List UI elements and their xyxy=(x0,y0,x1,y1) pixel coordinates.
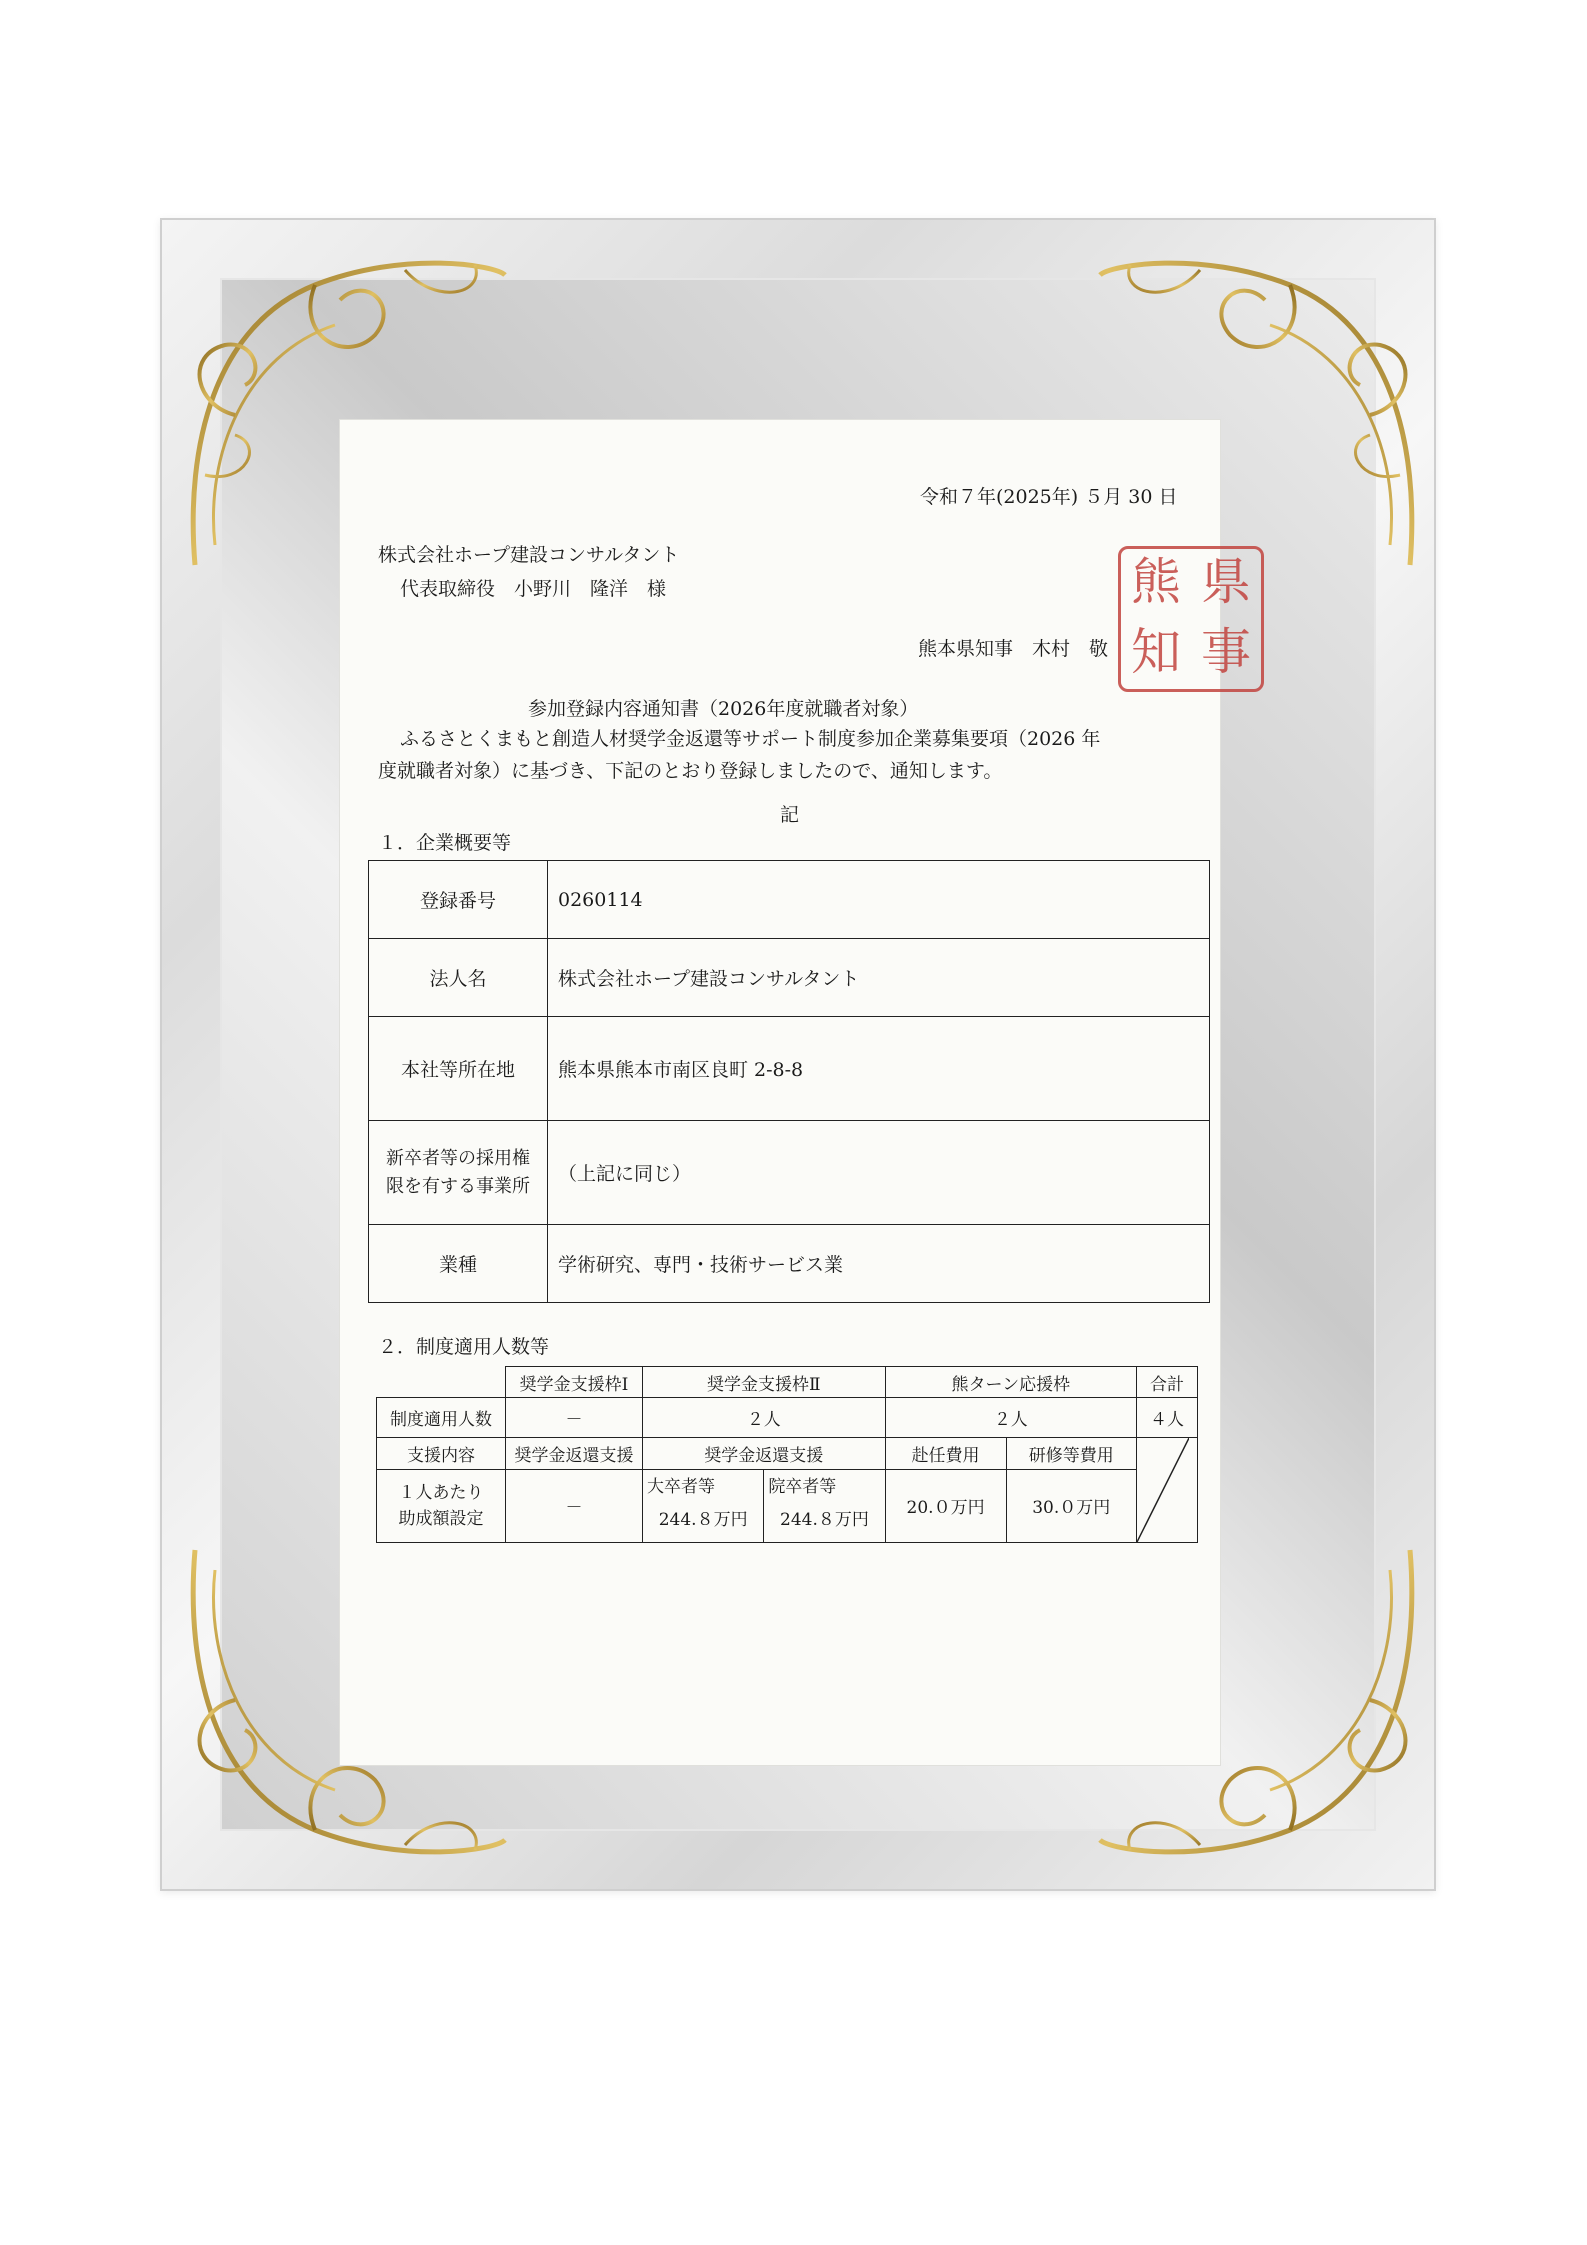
amount-cell xyxy=(764,1469,885,1542)
row-label: 法人名 xyxy=(369,939,548,1017)
empty-cell xyxy=(377,1367,506,1398)
hiring-office: （上記に同じ） xyxy=(548,1121,1210,1225)
amount-cell: 20.０万円 xyxy=(885,1469,1006,1542)
table-row xyxy=(377,1398,1198,1438)
amount-cell: 30.０万円 xyxy=(1006,1469,1136,1542)
row-label: 登録番号 xyxy=(369,861,548,939)
row-label xyxy=(377,1469,506,1542)
diagonal-line-icon xyxy=(1137,1438,1189,1542)
amount-cell: － xyxy=(506,1469,643,1542)
table-row xyxy=(369,1225,1210,1303)
gold-ornament-top-left xyxy=(175,245,515,575)
support-cell: 奨学金返還支援 xyxy=(506,1438,643,1470)
body-paragraph-line-1: ふるさとくまもと創造人材奨学金返還等サポート制度参加企業募集要項（2026 年 xyxy=(400,728,1101,750)
table-row xyxy=(369,1121,1210,1225)
row-label-line: 限を有する事業所 xyxy=(386,1175,530,1197)
row-label-line: 新卒者等の採用権 xyxy=(386,1147,530,1169)
support-cell: 奨学金返還支援 xyxy=(643,1438,886,1470)
body-paragraph-line-2: 度就職者対象）に基づき、下記のとおり登録しましたので、通知します。 xyxy=(378,760,1003,782)
row-label: 支援内容 xyxy=(377,1438,506,1470)
sender-name: 熊本県知事 木村 敬 xyxy=(918,638,1109,660)
support-cell: 研修等費用 xyxy=(1006,1438,1136,1470)
table-row xyxy=(377,1367,1198,1398)
prefecture-seal xyxy=(1118,546,1264,692)
col-header: 合計 xyxy=(1137,1367,1198,1398)
applicable-count-table xyxy=(376,1366,1198,1543)
count-cell: － xyxy=(506,1398,643,1438)
row-label: 本社等所在地 xyxy=(369,1017,548,1121)
gold-ornament-bottom-right xyxy=(1090,1540,1430,1870)
col-header: 奨学金支援枠Ⅱ xyxy=(643,1367,886,1398)
table-row xyxy=(377,1469,1198,1542)
count-cell: ２人 xyxy=(885,1398,1136,1438)
registration-number: 0260114 xyxy=(548,861,1210,939)
col-header: 熊ターン応援枠 xyxy=(885,1367,1136,1398)
row-label-line: １人あたり xyxy=(398,1482,484,1503)
recipient-company: 株式会社ホープ建設コンサルタント xyxy=(378,544,680,566)
total-cell: ４人 xyxy=(1137,1398,1198,1438)
row-label: 業種 xyxy=(369,1225,548,1303)
industry-type: 学術研究、専門・技術サービス業 xyxy=(548,1225,1210,1303)
amount-value: 244.８万円 xyxy=(780,1509,869,1530)
section1-heading: １．企業概要等 xyxy=(378,832,512,854)
sub-header: 大卒者等 xyxy=(647,1476,715,1497)
table-row xyxy=(369,1017,1210,1121)
support-cell: 赴任費用 xyxy=(885,1438,1006,1470)
recipient-person: 代表取締役 小野川 隆洋 様 xyxy=(400,578,667,600)
amount-cell xyxy=(643,1469,764,1542)
company-overview-table xyxy=(368,860,1210,1303)
row-label xyxy=(369,1121,548,1225)
diagonal-empty-cell xyxy=(1137,1438,1198,1543)
seal-char: 熊 xyxy=(1131,553,1181,611)
head-office-address: 熊本県熊本市南区良町 2-8-8 xyxy=(548,1017,1210,1121)
document-date: 令和７年(2025年) ５月 30 日 xyxy=(920,486,1178,508)
col-header: 奨学金支援枠Ⅰ xyxy=(506,1367,643,1398)
row-label: 制度適用人数 xyxy=(377,1398,506,1438)
company-name: 株式会社ホープ建設コンサルタント xyxy=(548,939,1210,1017)
section2-heading: ２．制度適用人数等 xyxy=(378,1336,550,1358)
ki-marker: 記 xyxy=(780,804,800,826)
seal-char: 事 xyxy=(1201,623,1251,681)
gold-ornament-top-right xyxy=(1090,245,1430,575)
table-row xyxy=(369,939,1210,1017)
table-row xyxy=(377,1438,1198,1470)
seal-char: 知 xyxy=(1131,623,1181,681)
row-label-line: 助成額設定 xyxy=(398,1508,484,1529)
sub-header: 院卒者等 xyxy=(768,1476,837,1497)
seal-char: 県 xyxy=(1201,553,1251,611)
count-cell: ２人 xyxy=(643,1398,886,1438)
amount-value: 244.８万円 xyxy=(658,1509,748,1530)
gold-ornament-bottom-left xyxy=(175,1540,515,1870)
document-title: 参加登録内容通知書（2026年度就職者対象） xyxy=(528,698,919,720)
table-row xyxy=(369,861,1210,939)
